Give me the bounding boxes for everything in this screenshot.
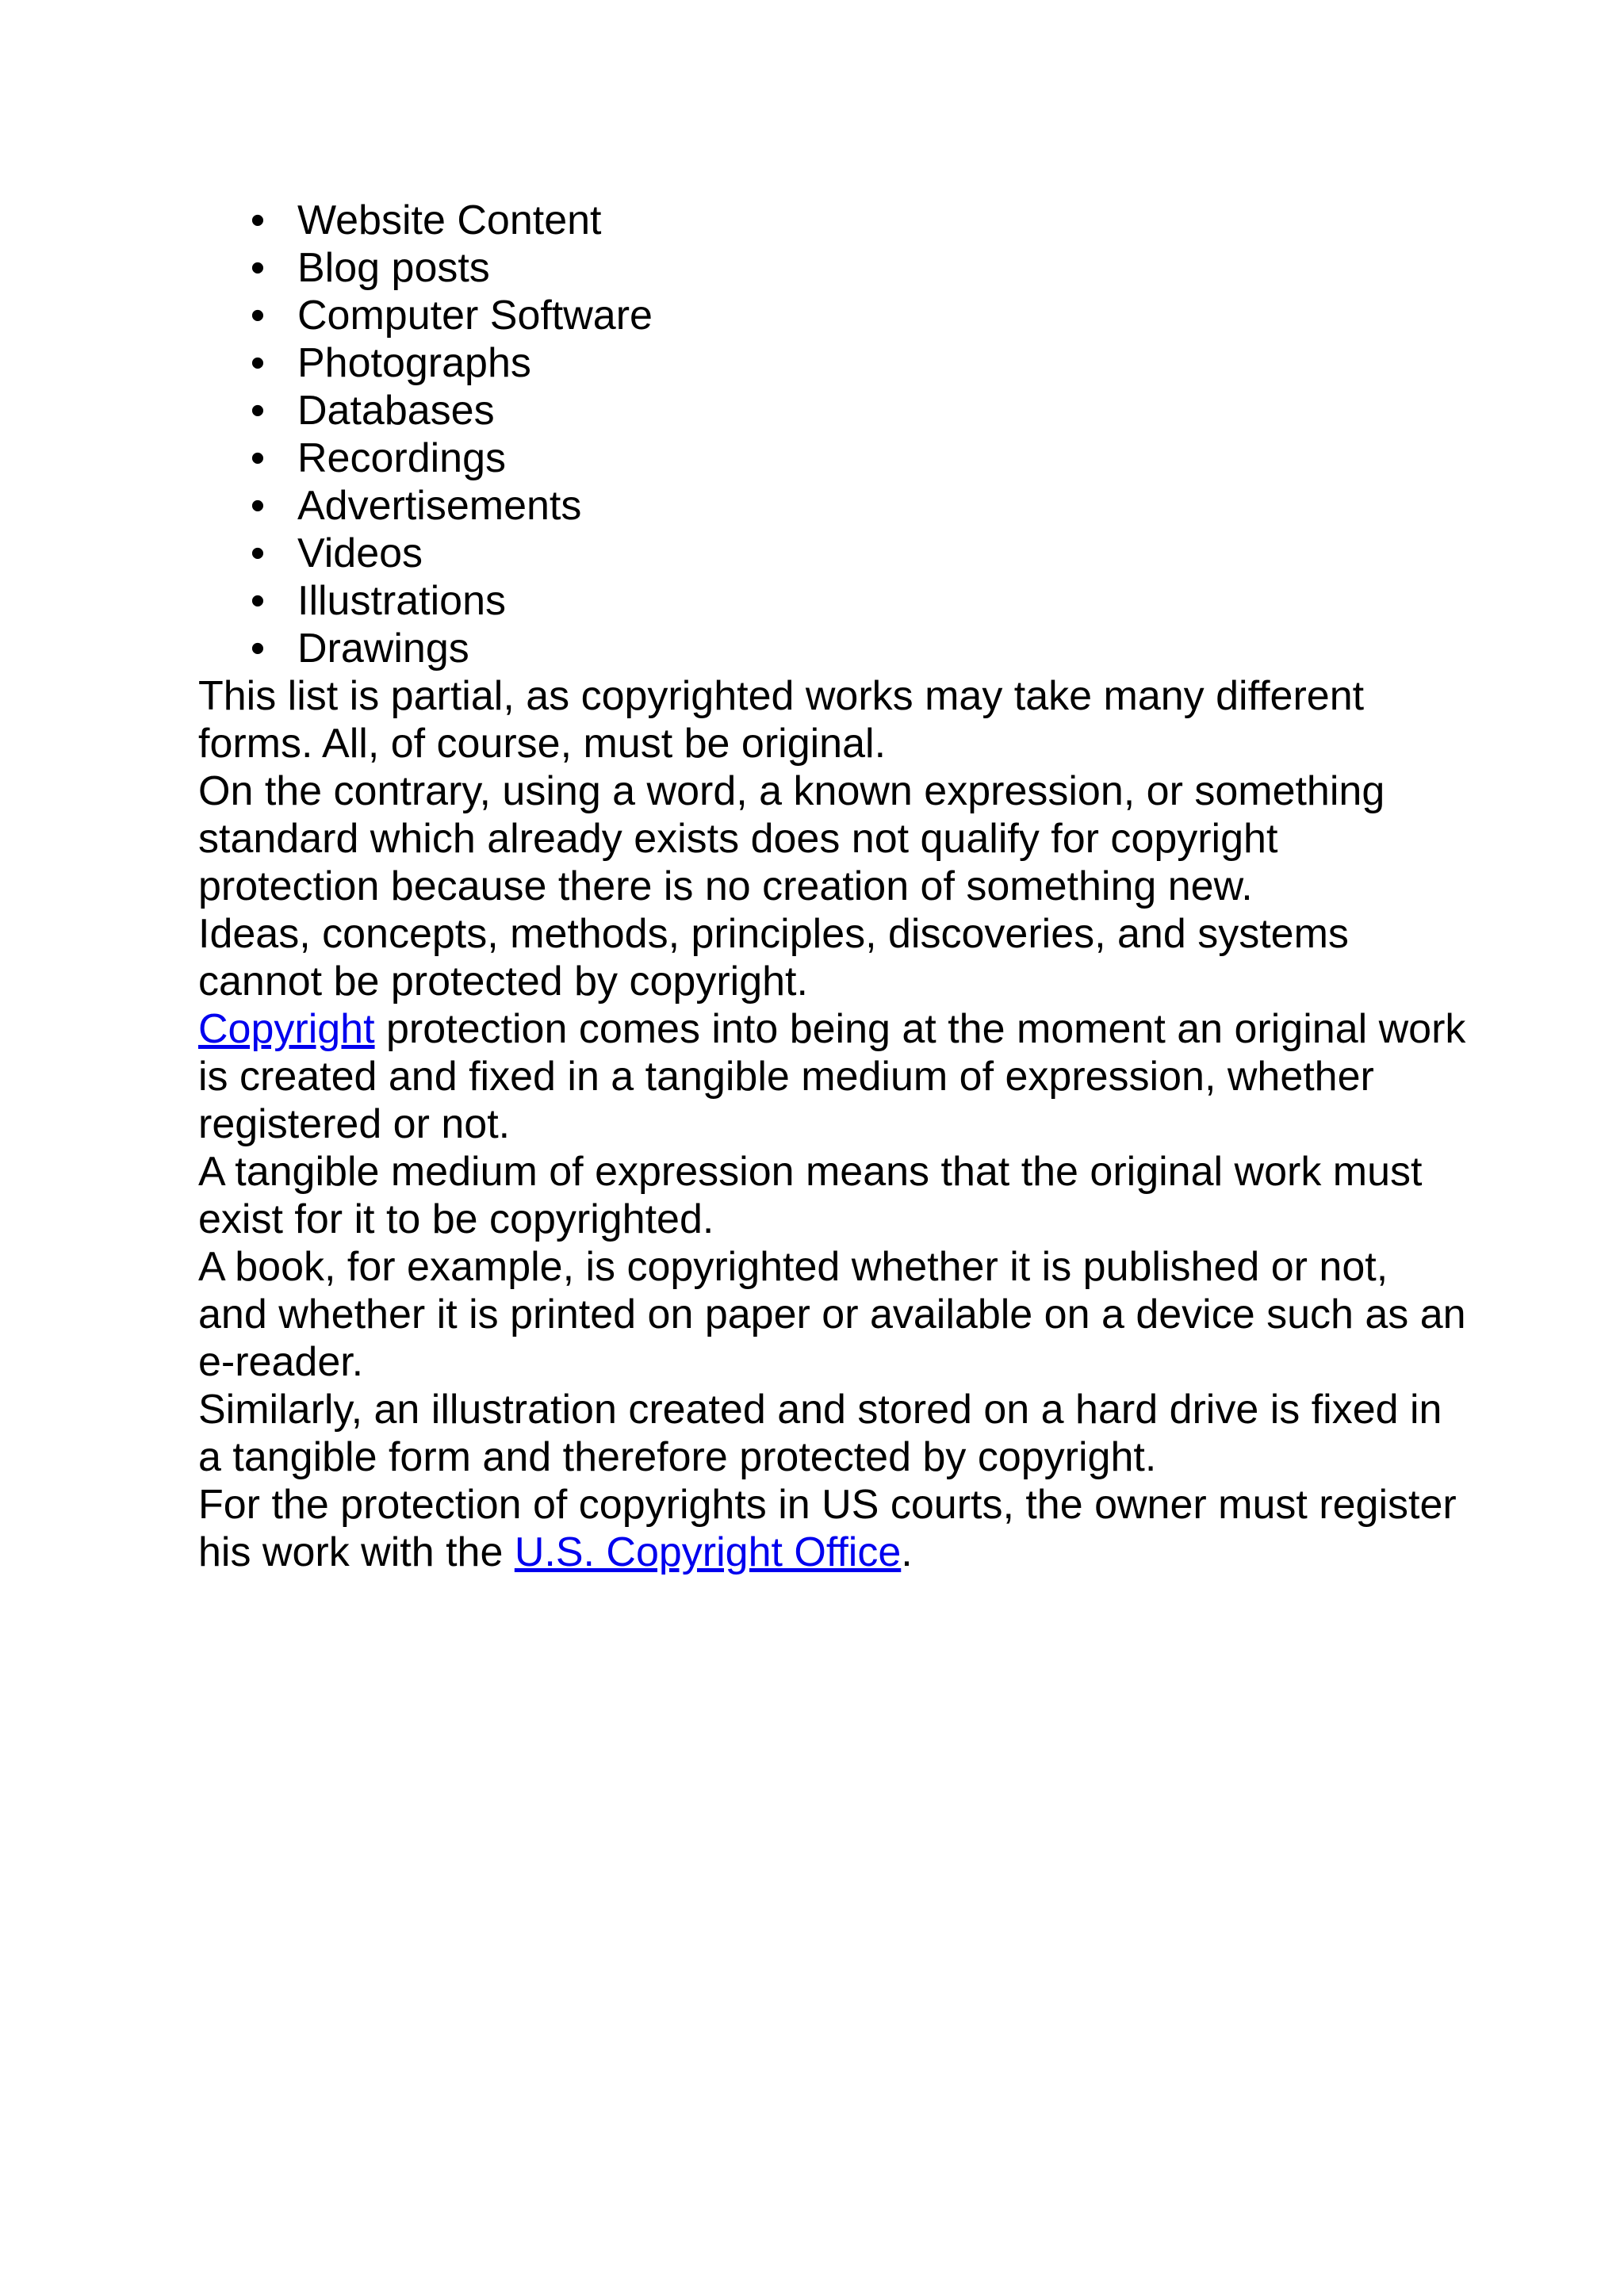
- paragraph-not-qualify: On the contrary, using a word, a known expression, or something standard which already exists does not qualify for copyright protection because there is no creation of something new.: [198, 768, 1385, 909]
- paragraph-book-example: A book, for example, is copyrighted whether it is published or not, and whether it is printed on paper or available on a device such as an e-reader.: [198, 1244, 1466, 1385]
- paragraph-text: For the protection of copyrights in US courts, the owner must register his work with the: [198, 1482, 1457, 1575]
- paragraph-tangible-medium: A tangible medium of expression means that the original work must exist for it to be copyrighted.: [198, 1149, 1423, 1242]
- copyright-link[interactable]: Copyright: [198, 1006, 375, 1052]
- list-item: [198, 244, 1467, 292]
- document-page: [198, 197, 1467, 1576]
- list-item-text: Blog posts: [297, 245, 490, 291]
- list-item-text: Videos: [297, 530, 423, 576]
- paragraph-registration: [198, 1481, 1467, 1576]
- list-item-text: Illustrations: [297, 578, 506, 624]
- list-item: [198, 434, 1467, 482]
- bullet-icon: •: [250, 530, 266, 576]
- list-item: [198, 339, 1467, 387]
- list-item: [198, 387, 1467, 434]
- bullet-icon: •: [250, 435, 266, 481]
- copyrightable-works-list: [198, 197, 1467, 672]
- list-item-text: Drawings: [297, 626, 469, 672]
- list-item: [198, 292, 1467, 339]
- list-item-text: Advertisements: [297, 483, 582, 529]
- bullet-icon: •: [250, 293, 266, 339]
- copyright-office-link[interactable]: U.S. Copyright Office: [514, 1529, 902, 1575]
- bullet-icon: •: [250, 483, 266, 529]
- bullet-icon: •: [250, 197, 266, 243]
- list-item: [198, 577, 1467, 625]
- bullet-icon: •: [250, 340, 266, 386]
- bullet-icon: •: [250, 245, 266, 291]
- list-item-text: Databases: [297, 388, 495, 434]
- bullet-icon: •: [250, 388, 266, 434]
- paragraph-ideas-not-protected: Ideas, concepts, methods, principles, discoveries, and systems cannot be protected by copyright.: [198, 911, 1349, 1004]
- list-item-text: Recordings: [297, 435, 507, 481]
- paragraph-protection-begins: [198, 1005, 1467, 1148]
- paragraph-partial-list: This list is partial, as copyrighted works may take many different forms. All, of course, must be original.: [198, 673, 1365, 767]
- paragraph-period: .: [901, 1529, 913, 1575]
- list-item-text: Computer Software: [297, 293, 653, 339]
- list-item-text: Photographs: [297, 340, 531, 386]
- bullet-icon: •: [250, 626, 266, 672]
- list-item: [198, 482, 1467, 530]
- list-item: [198, 197, 1467, 244]
- list-item: [198, 625, 1467, 672]
- list-item-text: Website Content: [297, 197, 602, 243]
- paragraph-illustration-example: Similarly, an illustration created and stored on a hard drive is fixed in a tangible form and therefore protected by copyright.: [198, 1387, 1442, 1480]
- paragraph-text: protection comes into being at the moment an original work is created and fixed in a tangible medium of expression, whether registered or not.: [198, 1006, 1466, 1147]
- bullet-icon: •: [250, 578, 266, 624]
- list-item: [198, 530, 1467, 577]
